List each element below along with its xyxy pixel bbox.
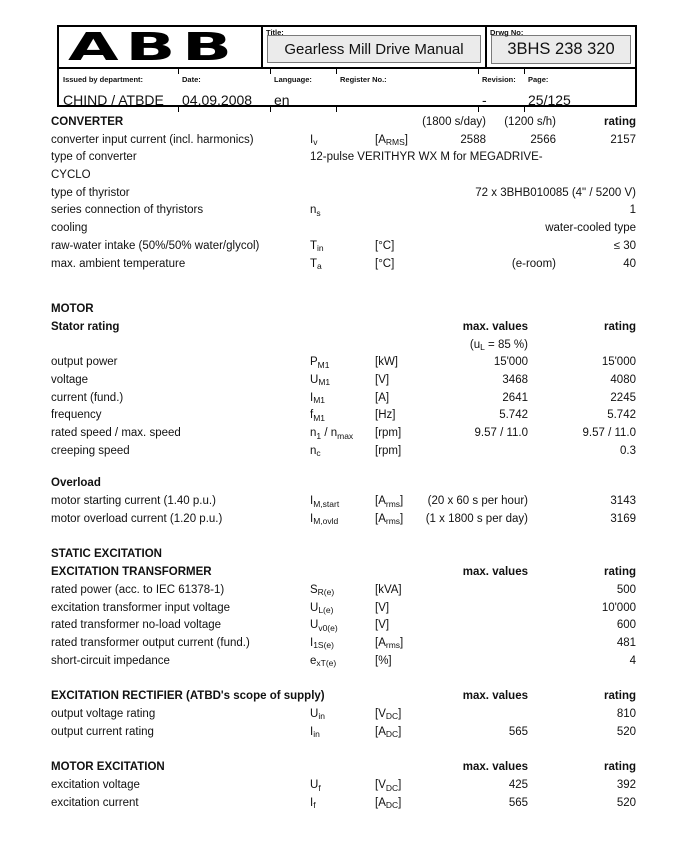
form-divider-tick (336, 69, 337, 74)
spec-unit: [rpm] (375, 444, 402, 457)
spec-value: max. values (462, 566, 528, 579)
spec-symbol: $U_f$ (310, 779, 321, 793)
spec-row (51, 425, 636, 443)
field-issued-by-department (59, 69, 178, 108)
form-divider-tick (178, 107, 179, 112)
form-divider-tick (524, 69, 525, 74)
spec-row (51, 759, 636, 777)
spec-label: type of thyristor (51, 186, 130, 199)
spec-symbol: $I_v$ (310, 133, 318, 148)
spec-value: 4 (629, 654, 636, 667)
abb-logo: ABB (68, 25, 239, 69)
spec-label: Stator rating (51, 320, 120, 333)
spec-symbol: $I_f$ (310, 796, 316, 811)
spec-value: 2566 (530, 133, 556, 146)
spec-label: short-circuit impedance (51, 654, 170, 667)
spec-symbol: $U_{v0(e)}$ (310, 619, 338, 633)
spec-unit: [kW] (375, 356, 398, 369)
spec-label: type of converter (51, 151, 137, 164)
spec-value: 600 (616, 619, 636, 632)
spec-unit: [V] (375, 373, 390, 386)
spec-value: max. values (462, 761, 528, 774)
spec-symbol: $e_{xT(e)}$ (310, 654, 337, 669)
spec-value: 15'000 (601, 356, 636, 369)
spec-value: 15'000 (493, 356, 528, 369)
spec-symbol: $T_a$ (310, 257, 322, 271)
spec-label: rated power (acc. to IEC 61378-1) (51, 583, 225, 596)
spec-label: current (fund.) (51, 391, 124, 404)
spec-label: EXCITATION TRANSFORMER (51, 566, 212, 579)
form-divider-tick (524, 107, 525, 112)
spec-row (51, 256, 636, 274)
spec-value: 0.3 (620, 444, 636, 457)
field-value: en (274, 92, 290, 108)
spec-value: 10'000 (601, 601, 636, 614)
spec-value: 500 (616, 583, 636, 596)
spec-value: 5.742 (499, 409, 528, 422)
spec-value: 425 (508, 779, 528, 791)
spec-value: 12-pulse VERITHYR WX M for MEGADRIVE- (310, 151, 543, 164)
spec-symbol: $U_{in}$ (310, 707, 325, 722)
spec-unit: [°C] (375, 239, 395, 252)
spec-value: rating (604, 566, 636, 579)
spec-symbol: $n_1 / n_{max}$ (310, 427, 354, 441)
spec-row (51, 617, 636, 635)
drawing-number-cell (487, 27, 635, 67)
field-label: Issued by department: (63, 75, 144, 84)
spec-value: 1 (629, 204, 636, 217)
spec-value: 5.742 (607, 409, 636, 422)
spec-row (51, 354, 636, 372)
spec-symbol: $U_{L(e)}$ (310, 601, 334, 615)
spec-symbol: $I_{M,ovld}$ (310, 512, 339, 527)
spec-value: 9.57 / 11.0 (474, 427, 528, 439)
form-divider-tick (270, 69, 271, 74)
spec-row (51, 443, 636, 461)
spec-value: (1200 s/h) (504, 116, 556, 128)
field-value: - (482, 92, 487, 108)
spec-row (51, 114, 636, 132)
spec-unit: [°C] (375, 257, 395, 270)
spec-symbol: $n_s$ (310, 204, 321, 218)
spec-symbol: $P_{M1}$ (310, 356, 330, 370)
spec-value: (e-room) (511, 257, 556, 270)
spec-label: MOTOR (51, 303, 94, 316)
title-block (57, 25, 637, 107)
spec-value: rating (604, 761, 636, 774)
spec-row (51, 724, 636, 742)
field-value: 04.09.2008 (182, 92, 253, 108)
form-divider-tick (270, 107, 271, 112)
field-label: Register No.: (340, 75, 387, 84)
spec-unit: $[V_{DC}]$ (375, 707, 402, 722)
spec-label: excitation current (51, 796, 139, 809)
section-static-excitation (51, 546, 636, 670)
spec-label: output power (51, 356, 118, 369)
spec-value: 4080 (610, 373, 636, 386)
spec-label: MOTOR EXCITATION (51, 761, 165, 774)
spec-label: rated transformer output current (fund.) (51, 636, 250, 649)
section-converter (51, 114, 636, 273)
form-divider-tick (336, 107, 337, 112)
spec-row (51, 372, 636, 390)
spec-label: raw-water intake (50%/50% water/glycol) (51, 239, 260, 252)
spec-label: motor starting current (1.40 p.u.) (51, 495, 216, 508)
spec-symbol: $S_{R(e)}$ (310, 583, 335, 598)
spec-row (51, 795, 636, 813)
spec-symbol: $I_{M,start}$ (310, 495, 340, 509)
spec-row (51, 390, 636, 408)
spec-label: CONVERTER (51, 116, 124, 128)
spec-symbol: $T_{in}$ (310, 239, 324, 254)
field-value (336, 87, 478, 92)
spec-value: max. values (462, 320, 528, 333)
spec-symbol: $n_c$ (310, 444, 321, 459)
spec-label: cooling (51, 222, 88, 235)
spec-label: output voltage rating (51, 707, 156, 720)
section-overload (51, 475, 636, 528)
spec-unit: $[A_{rms}]$ (375, 512, 404, 527)
title-block-fields-row (59, 69, 635, 108)
spec-value: 520 (616, 796, 636, 809)
spec-row (51, 202, 636, 220)
field-value: 25/125 (528, 92, 571, 108)
spec-row (51, 301, 636, 319)
spec-value: 2157 (610, 133, 636, 146)
section-motor (51, 301, 636, 460)
spec-symbol: $I_{M1}$ (310, 391, 326, 406)
spec-label: rated speed / max. speed (51, 427, 181, 439)
spec-value: 392 (616, 779, 636, 791)
spec-row (51, 238, 636, 256)
spec-sheet-body (51, 114, 636, 812)
spec-label: rated transformer no-load voltage (51, 619, 222, 632)
spec-label: series connection of thyristors (51, 204, 204, 217)
spec-row (51, 635, 636, 653)
spec-symbol: $I_{1S(e)}$ (310, 636, 334, 651)
spec-unit: $[A_{rms}]$ (375, 636, 404, 651)
spec-row (51, 600, 636, 618)
spec-value: 72 x 3BHB010085 (4" / 5200 V) (475, 186, 636, 199)
spec-value: 565 (508, 725, 528, 738)
field-label: Revision: (482, 75, 516, 84)
drawing-number: 3BHS 238 320 (507, 40, 615, 58)
spec-row (51, 220, 636, 238)
field-label: Page: (528, 75, 549, 84)
form-divider-tick (178, 69, 179, 74)
spec-unit: $[V_{DC}]$ (375, 779, 402, 793)
spec-unit: [Hz] (375, 409, 396, 422)
field-value: CHIND / ATBDE (63, 92, 164, 108)
spec-label: EXCITATION RECTIFIER (ATBD's scope of supply) (51, 690, 325, 703)
spec-value: 3169 (610, 512, 636, 525)
field-label: Date: (182, 75, 201, 84)
spec-value: max. values (462, 690, 528, 703)
field-register-no (336, 69, 478, 105)
spec-row (51, 475, 636, 493)
title-field-label: Title: (266, 28, 284, 37)
spec-label: excitation transformer input voltage (51, 601, 230, 614)
spec-row (51, 653, 636, 671)
field-language (270, 69, 336, 108)
spec-value: ≤ 30 (613, 239, 636, 252)
spec-value: 2245 (610, 391, 636, 404)
spec-unit: [%] (375, 654, 392, 667)
field-label: Language: (274, 75, 312, 84)
spec-row (51, 546, 636, 564)
spec-unit: $[A_{DC}]$ (375, 725, 402, 740)
spec-row (51, 511, 636, 529)
spec-symbol: $f_{M1}$ (310, 409, 326, 423)
spec-row (51, 319, 636, 337)
spec-unit: [A] (375, 391, 390, 404)
spec-label: voltage (51, 373, 89, 386)
spec-value: 2641 (502, 391, 528, 404)
spec-value: 565 (508, 796, 528, 809)
spec-value: 520 (616, 725, 636, 738)
spec-row (51, 777, 636, 795)
title-block-top-row (59, 27, 635, 69)
document-title-box (267, 35, 481, 63)
spec-value: 810 (616, 707, 636, 720)
field-page (524, 69, 635, 108)
drawing-number-box (491, 35, 631, 64)
spec-row (51, 407, 636, 425)
spec-value: 481 (616, 636, 636, 649)
spec-unit: [kVA] (375, 583, 402, 596)
spec-value: 40 (623, 257, 636, 270)
spec-value: (20 x 60 s per hour) (427, 495, 528, 508)
spec-value: 9.57 / 11.0 (582, 427, 636, 439)
spec-label: converter input current (incl. harmonics) (51, 133, 254, 146)
spec-value: rating (604, 320, 636, 333)
spec-row (51, 582, 636, 600)
abb-logo-cell (59, 27, 261, 67)
drwg-field-label: Drwg No: (490, 28, 524, 37)
spec-label: Overload (51, 477, 101, 490)
spec-unit: $[A_{RMS}]$ (375, 133, 408, 148)
field-revision (478, 69, 524, 108)
spec-row (51, 493, 636, 511)
spec-label: CYCLO (51, 169, 91, 182)
spec-label: output current rating (51, 725, 154, 738)
spec-symbol: $I_{in}$ (310, 725, 320, 740)
spec-unit: $[A_{rms}]$ (375, 495, 404, 509)
spec-row (51, 167, 636, 185)
spec-value: (1800 s/day) (422, 116, 486, 128)
field-date (178, 69, 270, 108)
document-title: Gearless Mill Drive Manual (284, 40, 464, 58)
spec-unit: $[A_{DC}]$ (375, 796, 402, 811)
spec-symbol: $U_{M1}$ (310, 373, 331, 388)
spec-label: frequency (51, 409, 102, 422)
spec-value: 3468 (502, 373, 528, 386)
spec-value: rating (604, 116, 636, 128)
spec-row (51, 337, 636, 355)
spec-label: max. ambient temperature (51, 257, 186, 270)
spec-row (51, 706, 636, 724)
spec-label: STATIC EXCITATION (51, 548, 162, 561)
spec-row (51, 149, 636, 167)
spec-unit: [rpm] (375, 427, 402, 439)
title-cell (261, 27, 487, 67)
section-motor-excitation (51, 759, 636, 812)
spec-label: excitation voltage (51, 779, 140, 791)
form-divider-tick (478, 69, 479, 74)
spec-row (51, 688, 636, 706)
spec-row (51, 185, 636, 203)
spec-value: (1 x 1800 s per day) (425, 512, 528, 525)
spec-label: motor overload current (1.20 p.u.) (51, 512, 223, 525)
form-divider-tick (478, 107, 479, 112)
spec-value: rating (604, 690, 636, 703)
spec-value: water-cooled type (545, 222, 636, 235)
section-excitation-rectifier (51, 688, 636, 741)
spec-unit: [V] (375, 619, 390, 632)
spec-value: ($u_L = 85$ %) (469, 338, 528, 353)
spec-value: 2588 (460, 133, 486, 146)
spec-label: creeping speed (51, 444, 130, 457)
spec-row (51, 564, 636, 582)
spec-row (51, 132, 636, 150)
spec-value: 3143 (610, 495, 636, 508)
spec-unit: [V] (375, 601, 390, 614)
